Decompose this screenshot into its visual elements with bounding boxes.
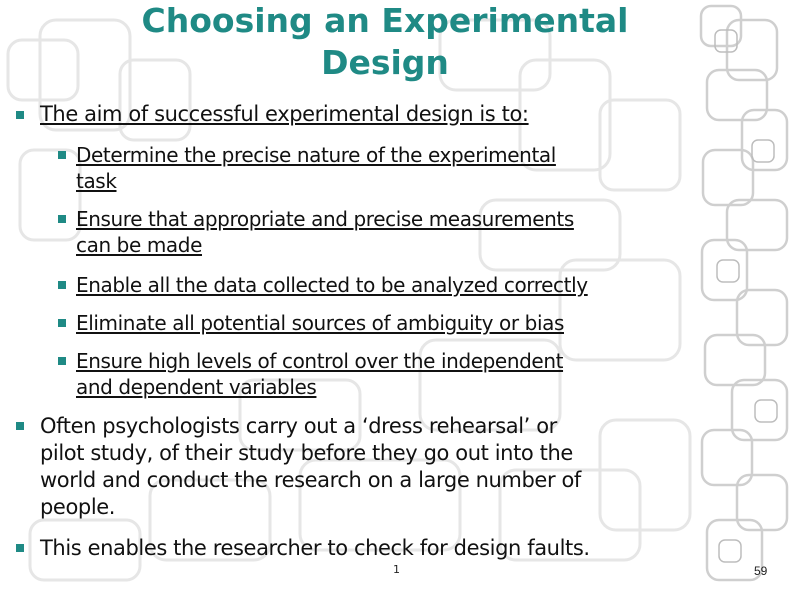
bullet-marker	[16, 422, 24, 430]
slide-title	[40, 0, 730, 84]
sub-bullet-enable-data: Enable all the data collected to be analyzed correctly	[76, 273, 588, 297]
bullet-marker	[58, 357, 66, 365]
sub-bullet-line: Ensure that appropriate and precise measurements	[76, 207, 574, 231]
sub-bullet-line: Determine the precise nature of the experimental	[76, 143, 556, 167]
sub-bullet-determine	[76, 142, 686, 194]
sub-bullet-control-variables	[76, 348, 686, 400]
footer-small-number: 1	[393, 563, 400, 576]
bullet-marker	[16, 544, 24, 552]
page-number: 59	[754, 564, 768, 578]
bullet-design-faults: This enables the researcher to check for design faults.	[40, 536, 590, 560]
paragraph-line: people.	[40, 495, 116, 519]
bullet-marker	[58, 151, 66, 159]
sub-bullet-ensure-measurements	[76, 206, 686, 258]
paragraph-line: world and conduct the research on a large number of	[40, 468, 581, 492]
sub-bullet-line: task	[76, 169, 117, 193]
sub-bullet-eliminate-bias: Eliminate all potential sources of ambiguity or bias	[76, 311, 564, 335]
bullet-marker	[58, 281, 66, 289]
right-decoration-panel	[697, 0, 794, 595]
bullet-marker	[16, 111, 24, 119]
sub-bullet-line: and dependent variables	[76, 375, 317, 399]
slide-title-line2: Design	[321, 43, 449, 82]
sub-bullet-line: can be made	[76, 233, 202, 257]
sub-bullet-line: Ensure high levels of control over the independent	[76, 349, 564, 373]
paragraph-line: Often psychologists carry out a ‘dress rehearsal’ or	[40, 414, 557, 438]
bullet-pilot-study	[40, 413, 680, 521]
bullet-aim: The aim of successful experimental design is to:	[40, 102, 529, 126]
slide-title-line1: Choosing an Experimental	[141, 1, 629, 40]
bullet-marker	[58, 319, 66, 327]
bullet-marker	[58, 215, 66, 223]
paragraph-line: pilot study, of their study before they go out into the	[40, 441, 573, 465]
